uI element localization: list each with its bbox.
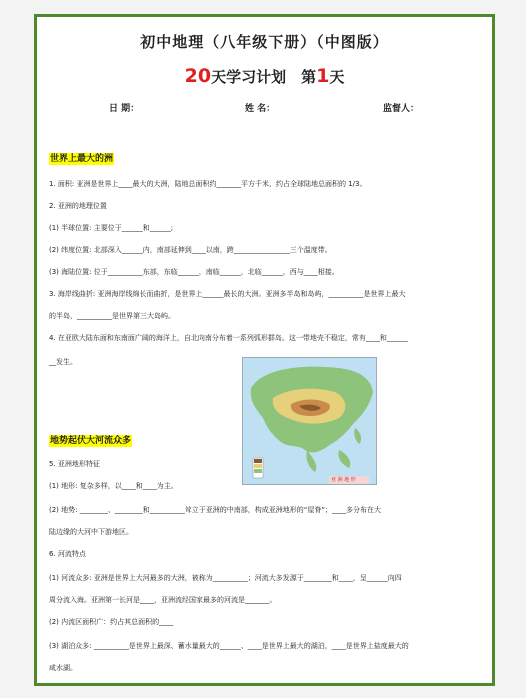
question-line: (1) 河流众多: 亚洲是世界上大河最多的大洲，被称为__________；河流大多发源于________和____，呈______向四	[49, 574, 402, 582]
supervisor-label: 监督人：	[383, 104, 420, 114]
question-line: (3) 湖泊众多: __________是世界上最深、蓄水量最大的______、____是世界上最大的湖泊，____是世界上盐度最大的	[49, 642, 409, 650]
map-caption: 亚 洲 地 形	[331, 477, 356, 483]
day-number: 1	[316, 65, 330, 87]
question-line: (1) 地形: 复杂多样，以____和____为主。	[49, 482, 178, 490]
question-line: __发生。	[49, 358, 77, 366]
day-suffix: 天	[329, 68, 345, 86]
question-line: 4. 在亚欧大陆东面和东南面广阔的海洋上，自北向南分布着一系列弧形群岛。这一带地壳不稳定，常有____和______	[49, 334, 408, 342]
question-line: 陆边缘的大河中下游地区。	[49, 528, 133, 536]
plan-days-number: 20	[184, 65, 212, 87]
name-label: 姓 名：	[245, 104, 276, 114]
question-line: (2) 内流区面积广：约占其总面积的____	[49, 618, 174, 626]
question-line: 6. 河流特点	[49, 550, 86, 558]
question-line: 的半岛，__________是世界第三大岛屿。	[49, 312, 175, 320]
question-line: 5. 亚洲地形特征	[49, 460, 100, 468]
section-heading-largest-continent: 世界上最大的洲	[50, 154, 114, 164]
study-plan-subtitle	[37, 65, 492, 87]
question-line: 3. 海岸线曲折: 亚洲海岸线绵长而曲折，是世界上______最长的大洲。亚洲多半岛和岛屿，__________是世界上最大	[49, 290, 406, 298]
question-line: (2) 纬度位置: 北部深入______内，南部延伸到____以南，跨________________三个温度带。	[49, 246, 332, 254]
plan-text: 天学习计划 第	[211, 68, 317, 86]
question-line: (1) 半球位置: 主要位于______和______;	[49, 224, 174, 232]
page-title: 初中地理（八年级下册）（中图版）	[140, 33, 389, 51]
section-heading-terrain-rivers: 地势起伏大河流众多	[50, 436, 132, 446]
question-line: (3) 海陆位置: 位于__________东部，东临______，南临______，北临______，西与____相接。	[49, 268, 339, 276]
question-line: 1. 面积: 亚洲是世界上____最大的大洲，陆地总面积约_______平方千米，约占全球陆地总面积的 1/3。	[49, 180, 367, 188]
question-line: 咸水湖。	[49, 664, 77, 672]
worksheet-page	[34, 14, 495, 686]
date-label: 日 期：	[109, 104, 140, 114]
question-line: (2) 地势: ________、________和__________耸立于亚洲的中南部，构成亚洲地形的“屋脊”；____多分布在大	[49, 506, 381, 514]
question-line: 2. 亚洲的地理位置	[49, 202, 107, 210]
question-line: 周分流入海。亚洲第一长河是____，亚洲流经国家最多的河流是_______。	[49, 596, 277, 604]
